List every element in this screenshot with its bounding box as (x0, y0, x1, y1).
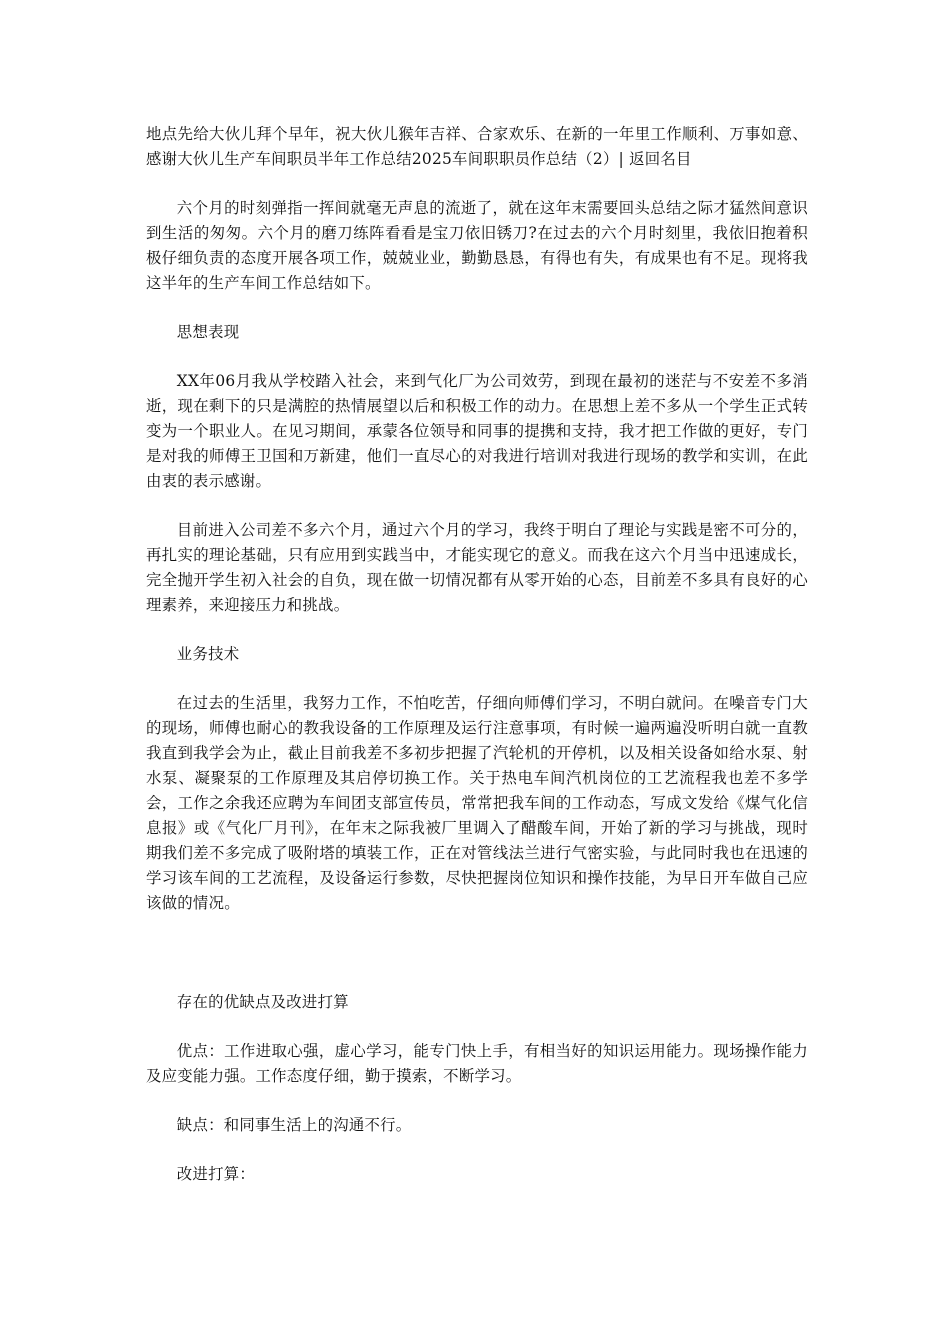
weaknesses-paragraph: 缺点：和同事生活上的沟通不行。 (176, 1116, 412, 1134)
summary-paragraph: 六个月的时刻弹指一挥间就毫无声息的流逝了，就在这年末需要回头总结之际才猛然间意识到生活的匆匆。六个月的磨刀练阵看看是宝刀依旧锈刀?在过去的六个月时刻里，我依旧抱着积极仔细负责的态度开展各项工作，兢兢业业，勤勤恳恳，有得也有失，有成果也有不足。现将我这半年的生产车间工作总结如下。 (146, 199, 808, 292)
thought-paragraph: XX年06月我从学校踏入社会，来到气化厂为公司效劳，到现在最初的迷茫与不安差不多消逝，现在剩下的只是满腔的热情展望以后和积极工作的动力。在思想上差不多从一个学生正式转变为一个职业人。在见习期间，承蒙各位领导和同事的提携和支持，我才把工作做的更好，专门是对我的师傅王卫国和万新建，他们一直尽心的对我进行培训对我进行现场的教学和实训，在此由衷的表示感谢。 (146, 372, 808, 490)
section-heading-thought: 思想表现 (176, 323, 240, 341)
growth-paragraph: 目前进入公司差不多六个月，通过六个月的学习，我终于明白了理论与实践是密不可分的，再扎实的理论基础，只有应用到实践当中，才能实现它的意义。而我在这六个月当中迅速成长，完全抛开学生初入社会的自负，现在做一切情况都有从零开始的心态，目前差不多具有良好的心理素养，来迎接压力和挑战。 (146, 521, 808, 614)
document-body (146, 122, 808, 1187)
improvement-plan-paragraph: 改进打算： (176, 1165, 256, 1183)
skills-paragraph: 在过去的生活里，我努力工作，不怕吃苦，仔细向师傅们学习，不明白就问。在噪音专门大的现场，师傅也耐心的教我设备的工作原理及运行注意事项，有时候一遍两遍没听明白就一直教我直到我学会为止，截止目前我差不多初步把握了汽轮机的开停机，以及相关设备如给水泵、射水泵、凝聚泵的工作原理及其启停切换工作。关于热电车间汽机岗位的工艺流程我也差不多学会，工作之余我还应聘为车间团支部宣传员，常常把我车间的工作动态，写成文发给《煤气化信息报》或《气化厂月刊》，在年末之际我被厂里调入了醋酸车间，开始了新的学习与挑战，现时期我们差不多完成了吸附塔的填装工作，正在对管线法兰进行气密实验，与此同时我也在迅速的学习该车间的工艺流程，及设备运行参数，尽快把握岗位知识和操作技能，为早日开车做自己应该做的情况。 (146, 694, 808, 912)
strengths-paragraph: 优点：工作进取心强，虚心学习，能专门快上手，有相当好的知识运用能力。现场操作能力及应变能力强。工作态度仔细，勤于摸索，不断学习。 (146, 1042, 808, 1085)
section-heading-improvement: 存在的优缺点及改进打算 (176, 993, 349, 1011)
section-heading-skills: 业务技术 (176, 645, 240, 663)
intro-paragraph: 地点先给大伙儿拜个早年，祝大伙儿猴年吉祥、合家欢乐、在新的一年里工作顺利、万事如意、感谢大伙儿生产车间职员半年工作总结2025车间职职员作总结（2）| 返回名目 (146, 125, 808, 168)
